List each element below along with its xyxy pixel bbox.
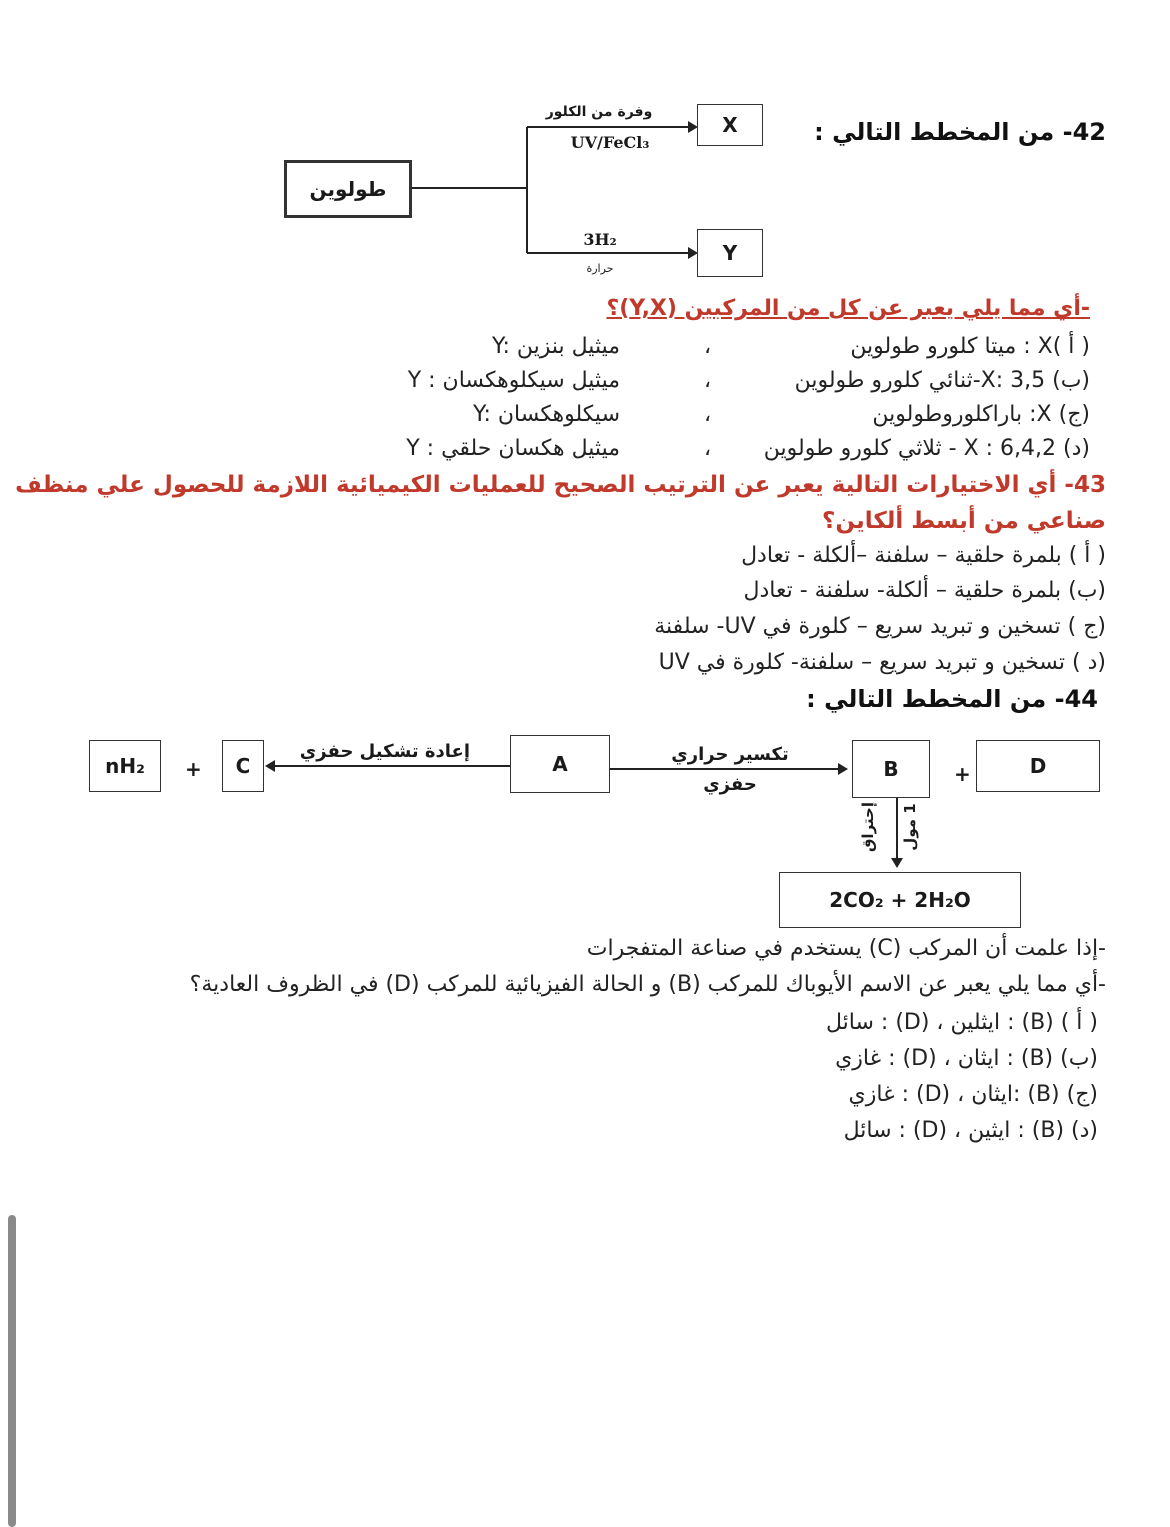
q43-option-a: ( أ ) بلمرة حلقية – سلفنة –ألكلة - تعادل <box>741 543 1106 568</box>
plus-sign-1: + <box>185 757 202 781</box>
q42-option-d-comma: ، <box>704 436 712 461</box>
arrow-a-to-b <box>610 768 842 770</box>
q42-option-c-left: Y: سيكلوهكسان <box>472 402 620 427</box>
toluene-box <box>284 160 412 218</box>
arrow-to-y <box>527 252 692 254</box>
b-box <box>852 740 930 798</box>
plus-sign-2: + <box>954 762 971 786</box>
q42-option-d-right: (د) X : 6,4,2 - ثلاثي كلورو طولوين <box>763 436 1090 461</box>
q44-note-1: -إذا علمت أن المركب (C) يستخدم في صناعة المتفجرات <box>586 936 1106 961</box>
arrow-left-label: إعادة تشكيل حفزي <box>299 741 470 762</box>
product-box <box>779 872 1021 928</box>
q44-option-c: (ج) (B) :ايثان ، (D) : غازي <box>848 1082 1098 1107</box>
y-label: Y <box>722 241 738 265</box>
q44-title: 44- من المخطط التالي : <box>806 685 1098 713</box>
arrow-right-label-top: تكسير حراري <box>671 744 789 765</box>
q42-option-c-right: (ج) X: باراكلوروطولوين <box>872 402 1090 427</box>
lower-arrow-label-bottom: حرارة <box>586 262 614 275</box>
arrow-to-x <box>527 126 692 128</box>
x-box <box>697 104 763 146</box>
arrow-a-to-c <box>272 765 510 767</box>
branch-line-vertical <box>526 127 528 253</box>
q43-option-c: (ج ) تسخين و تبريد سريع – كلورة في UV- سلفنة <box>654 614 1106 639</box>
q42-option-a-right: ( أ )X : ميتا كلورو طولوين <box>850 334 1090 359</box>
c-box <box>222 740 264 792</box>
d-box <box>976 740 1100 792</box>
nh2-box <box>89 740 161 792</box>
q42-option-c-comma: ، <box>704 402 712 427</box>
q43-question-line1: 43- أي الاختيارات التالية يعبر عن الترتيب الصحيح للعمليات الكيميائية اللازمة للحصول علي منظف <box>15 472 1106 498</box>
q44-option-a: ( أ ) (B) : ايثلين ، (D) : سائل <box>826 1010 1098 1035</box>
q42-option-b-right: (ب) X: 3,5-ثنائي كلورو طولوين <box>794 368 1090 393</box>
branch-line-main <box>412 187 527 189</box>
d-label: D <box>1029 754 1047 778</box>
upper-arrow-label-top: وفرة من الكلور <box>545 104 653 120</box>
q43-option-d: (د ) تسخين و تبريد سريع – سلفنة- كلورة في UV <box>658 650 1106 675</box>
q42-option-a-left: Y: ميثيل بنزين <box>491 334 620 359</box>
nh2-label: nH₂ <box>105 754 145 778</box>
product-label: 2CO₂ + 2H₂O <box>829 888 971 912</box>
down-label-combustion: إحتراق <box>859 802 877 852</box>
c-label: C <box>235 754 251 778</box>
x-label: X <box>722 113 738 137</box>
y-box <box>697 229 763 277</box>
toluene-label: طولوين <box>309 177 387 201</box>
lower-arrow-label-top: 3H₂ <box>583 230 617 249</box>
q44-note-2: -أي مما يلي يعبر عن الاسم الأيوباك للمركب (B) و الحالة الفيزيائية للمركب (D) في الظروف العادية؟ <box>189 972 1106 997</box>
b-label: B <box>883 757 899 781</box>
q42-option-b-left: Y : ميثيل سيكلوهكسان <box>407 368 620 393</box>
q44-option-d: (د) (B) : ايثين ، (D) : سائل <box>843 1118 1098 1143</box>
arrowhead-down <box>891 858 903 868</box>
q42-question: -أي مما يلي يعبر عن كل من المركبين (Y,X)؟ <box>606 296 1090 321</box>
arrow-right-label-bottom: حفزي <box>703 774 757 795</box>
q42-title: 42- من المخطط التالي : <box>814 118 1106 146</box>
q43-question-line2: صناعي من أبسط ألكاين؟ <box>822 508 1106 534</box>
arrow-b-down <box>896 798 898 860</box>
upper-arrow-label-bottom: UV/FeCl₃ <box>570 133 650 152</box>
down-label-mole: 1 مول <box>901 803 919 851</box>
arrowhead-b <box>838 763 848 775</box>
q42-option-d-left: Y : ميثيل هكسان حلقي <box>406 436 620 461</box>
a-label: A <box>552 752 568 776</box>
q43-option-b: (ب) بلمرة حلقية – ألكلة- سلفنة - تعادل <box>743 578 1106 603</box>
q42-option-a-comma: ، <box>704 334 712 359</box>
a-box <box>510 735 610 793</box>
q42-option-b-comma: ، <box>704 368 712 393</box>
scrollbar[interactable] <box>8 1215 16 1527</box>
q44-option-b: (ب) (B) : ايثان ، (D) : غازي <box>835 1046 1098 1071</box>
